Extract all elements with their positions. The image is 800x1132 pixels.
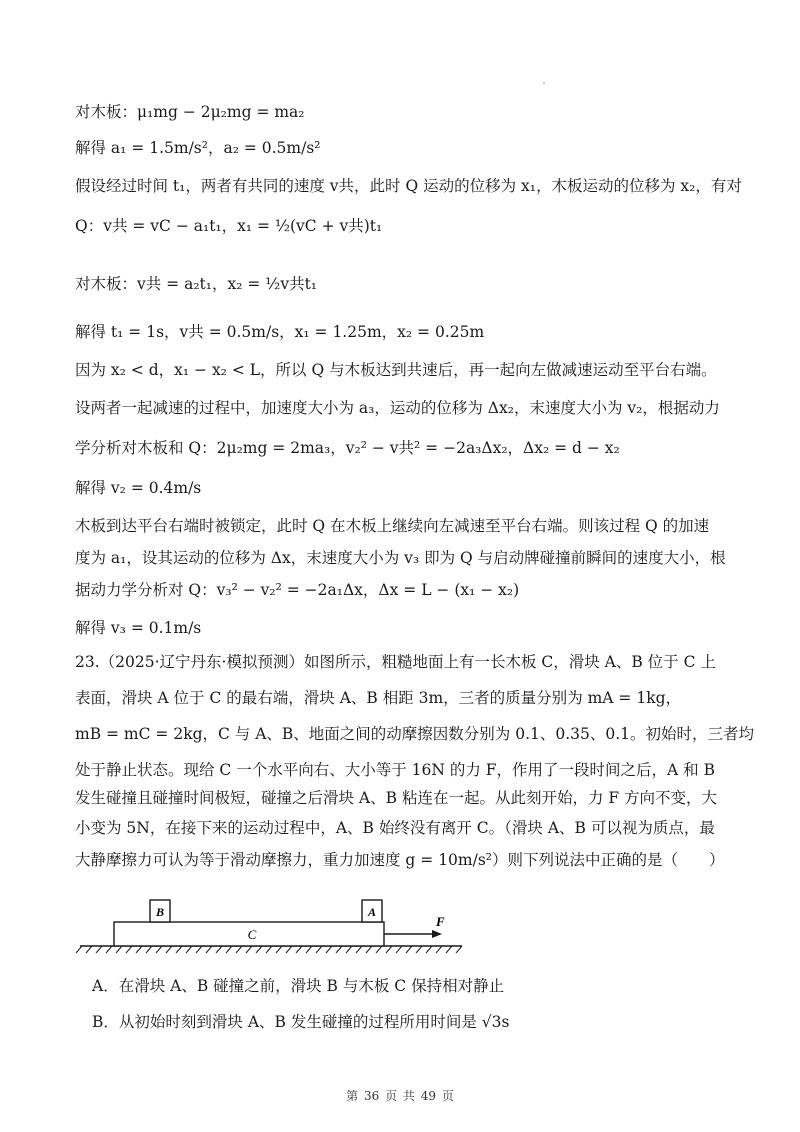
question-stem-line-5: 发生碰撞且碰撞时间极短，碰撞之后滑块 A、B 粘连在一起。从此刻开始，力 F 方向不变，大 xyxy=(75,789,718,807)
footer-total-word: 共 xyxy=(402,1089,415,1103)
footer-prefix: 第 xyxy=(346,1089,359,1103)
option-a: A．在滑块 A、B 碰撞之前，滑块 B 与木板 C 保持相对静止 xyxy=(92,977,505,995)
text-line-2: 解得 a₁ = 1.5m/s²，a₂ = 0.5m/s² xyxy=(75,139,321,157)
text-line-9: 学分析对木板和 Q：2μ₂mg = 2ma₃，v₂² − v共² = −2a₃Δx₂，Δx₂ = d − x₂ xyxy=(75,439,620,457)
text-line-1: 对木板：μ₁mg − 2μ₂mg = ma₂ xyxy=(75,103,305,121)
question-stem-line-4: 处于静止状态。现给 C 一个水平向右、大小等于 16N 的力 F，作用了一段时间之后，A 和 B xyxy=(75,761,715,779)
board-block-diagram xyxy=(70,886,470,956)
block-a-label: A xyxy=(367,905,377,919)
text-line-14: 解得 v₃ = 0.1m/s xyxy=(75,619,202,637)
question-stem-line-2: 表面，滑块 A 位于 C 的最右端，滑块 A、B 相距 3m，三者的质量分别为 mA = 1kg， xyxy=(75,689,682,707)
text-line-5: 对木板：v共 = a₂t₁，x₂ = ½v共t₁ xyxy=(75,275,318,293)
option-b: B．从初始时刻到滑块 A、B 发生碰撞的过程所用时间是 √3s xyxy=(92,1013,510,1031)
page-speck xyxy=(543,82,545,84)
board-c-label: C xyxy=(247,927,257,942)
footer-page-number: 36 xyxy=(363,1089,380,1103)
text-line-10: 解得 v₂ = 0.4m/s xyxy=(75,479,202,497)
footer-suffix: 页 xyxy=(441,1089,454,1103)
question-stem-line-3: mB = mC = 2kg，C 与 A、B、地面之间的动摩擦因数分别为 0.1、0.35、0.1。初始时，三者均 xyxy=(75,725,755,743)
text-line-4: Q：v共 = vC − a₁t₁，x₁ = ½(vC + v共)t₁ xyxy=(75,217,383,235)
text-line-12: 度为 a₁，设其运动的位移为 Δx，末速度大小为 v₃ 即为 Q 与启动牌碰撞前瞬间的速度大小，根 xyxy=(75,549,726,567)
physics-figure xyxy=(70,886,470,960)
page-footer xyxy=(0,1088,800,1104)
question-stem-line-1: 23.（2025·辽宁丹东·模拟预测）如图所示，粗糙地面上有一长木板 C，滑块 A、B 位于 C 上 xyxy=(75,653,716,671)
question-stem-line-7: 大静摩擦力可认为等于滑动摩擦力，重力加速度 g = 10m/s²）则下列说法中正确的是（ ） xyxy=(75,851,725,869)
text-line-13: 据动力学分析对 Q：v₃² − v₂² = −2a₁Δx，Δx = L − (x₁ − x₂) xyxy=(75,581,520,599)
text-line-3: 假设经过时间 t₁，两者有共同的速度 v共，此时 Q 运动的位移为 x₁，木板运动的位移为 x₂，有对 xyxy=(75,177,742,195)
block-b-label: B xyxy=(155,905,165,919)
footer-total-pages: 49 xyxy=(420,1089,437,1103)
text-line-6: 解得 t₁ = 1s，v共 = 0.5m/s，x₁ = 1.25m，x₂ = 0.25m xyxy=(75,323,485,341)
question-stem-line-6: 小变为 5N，在接下来的运动过程中，A、B 始终没有离开 C。（滑块 A、B 可以视为质点，最 xyxy=(75,819,715,837)
text-line-8: 设两者一起减速的过程中，加速度大小为 a₃，运动的位移为 Δx₂，末速度大小为 v₂，根据动力 xyxy=(75,399,720,417)
force-arrow-head xyxy=(432,930,442,938)
text-line-11: 木板到达平台右端时被锁定，此时 Q 在木板上继续向左减速至平台右端。则该过程 Q 的加速 xyxy=(75,517,710,535)
ground-hatching xyxy=(76,946,462,953)
footer-page-word: 页 xyxy=(385,1089,398,1103)
force-label: F xyxy=(436,914,445,929)
text-line-7: 因为 x₂ < d，x₁ − x₂ < L，所以 Q 与木板达到共速后，再一起向左做减速运动至平台右端。 xyxy=(75,361,717,379)
